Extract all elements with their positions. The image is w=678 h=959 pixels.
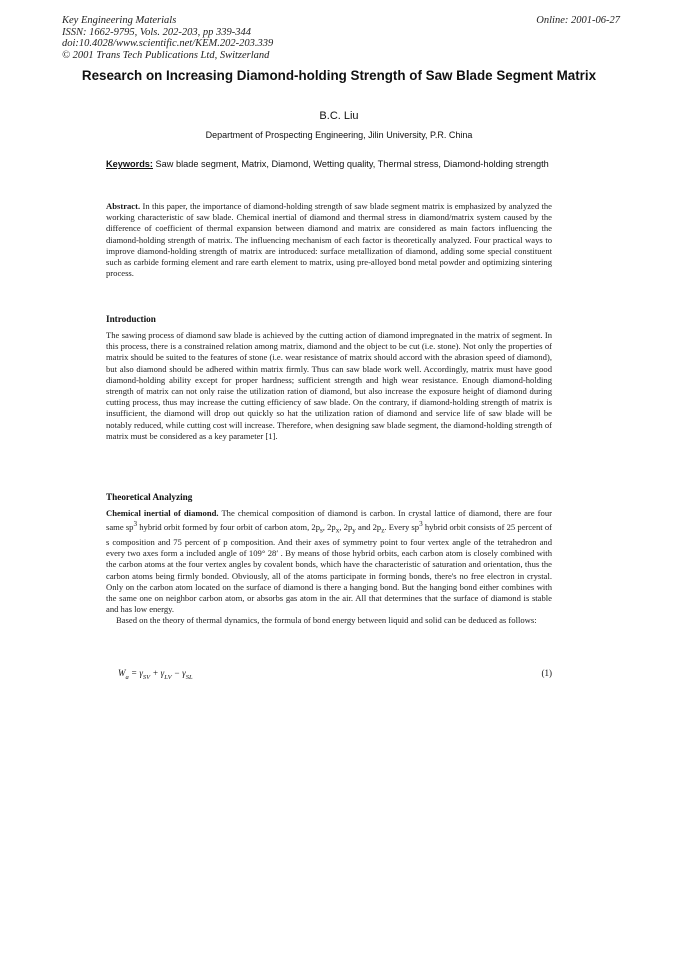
- abstract-text: In this paper, the importance of diamond-holding strength of saw blade segment matrix is emphasized by analyzed the working characteristic of saw blade. Chemical inertial of diamond and thermal stress in diamond/matrix system caused by the difference of coefficient of thermal expansion between diamond and matrix are considered as main factors influencing the diamond-holding strength of matrix. The influencing mechanism of each factor is theoretically analyzed. Four practical ways to improve diamond-holding strength of matrix are introduced: surface metallization of diamond, adding some special constituent such as carbide forming element and rare earth element to matrix, using pre-alloyed bond metal powder and optimizing sintering process.: [106, 201, 552, 279]
- author-name: B.C. Liu: [319, 110, 359, 122]
- copyright-line: © 2001 Trans Tech Publications Ltd, Switzerland: [62, 49, 270, 61]
- journal-name: Key Engineering Materials: [62, 15, 177, 26]
- abstract-section: [106, 201, 552, 279]
- affiliation: Department of Prospecting Engineering, Jilin University, P.R. China: [205, 130, 473, 140]
- journal-header: [62, 15, 273, 61]
- theory-sub-label: Chemical inertial of diamond.: [106, 508, 219, 518]
- equation-formula: $W_a = \gamma_{SV} + \gamma_{LV} - \gamma_{SL}$: [118, 668, 193, 681]
- equation-number: (1): [541, 668, 552, 678]
- introduction-heading: Introduction: [106, 314, 156, 324]
- paper-title: Research on Increasing Diamond-holding Strength of Saw Blade Segment Matrix: [81, 68, 597, 83]
- issn-line: ISSN: 1662-9795, Vols. 202-203, pp 339-344: [62, 26, 251, 38]
- equation-1: [106, 668, 552, 684]
- theory-section: [106, 508, 552, 627]
- theory-paragraph-2: Based on the theory of thermal dynamics, the formula of bond energy between liquid and solid can be deduced as follows:: [116, 615, 537, 626]
- online-date: Online: 2001-06-27: [536, 15, 620, 26]
- introduction-section: [106, 330, 552, 442]
- keywords-section: [106, 158, 550, 170]
- abstract-label: Abstract.: [106, 201, 141, 211]
- keywords-text: Saw blade segment, Matrix, Diamond, Wetting quality, Thermal stress, Diamond-holding strength: [155, 159, 549, 169]
- theory-heading: Theoretical Analyzing: [106, 492, 193, 502]
- introduction-text: The sawing process of diamond saw blade is achieved by the cutting action of diamond impregnated in the matrix of segment. In this process, there is a constrained relation among matrix, diamond and the object to be cut (i.e. stone). Not only the properties of matrix should be suited to the features of stone (i.e. wear resistance of matrix should accord with the abrasion speed of diamond), but also diamond should be adhered within matrix firmly. Thus can saw blade work well. Accordingly, matrix must have good diamond-holding ability except for proper hardness; sufficient strength and high wear resistance. Enough diamond-holding strength of matrix can not only raise the utilization ration of diamond, but also increase the exposure height of diamond during cutting process, thus may increase the cutting efficiency of saw blade. On the contrary, if diamond-holding strength of matrix is insufficient, the diamond will drop out quickly so hat the utilization ration of diamond and service life of saw blade will be notably reduced, while cutting cost will increase. Therefore, when designing saw blade segment, the diamond-holding strength of matrix must be considered as a key parameter [1].: [106, 330, 552, 441]
- theory-paragraph-1: Chemical inertial of diamond. The chemical composition of diamond is carbon. In crystal lattice of diamond, there are four same $sp^3$ hybrid orbit formed by four orbit of carbon atom, $2p_s$, $2p_x$, $2p_y$ and $2p_z$. Every $sp^3$ hybrid orbit consists of 25 percent of s composition and 75 percent of p composition. And their axes of symmetry point to four vertex angle of the tetrahedron and every two axes form a included angle of 109° 28′ . By means of those hybrid orbits, each carbon atom is closely combined with the carbon atoms at the four vertex angles by covalent bonds, which have the characteristic of saturation and orientation, thus the carbon atoms being firmly bonded. Obviously, all of the atoms participate in forming bonds, there's no free electron in crystal. Only on the carbon atom located on the surface of diamond is there a hanging bond. But the hanging bond either combines with the same one on neighbor carbon atom, or absorbs gas atom in the air. All that determines that the surface of diamond is stable and has low energy.: [106, 508, 553, 615]
- doi-line[interactable]: doi:10.4028/www.scientific.net/KEM.202-203.339: [62, 38, 274, 50]
- keywords-label: Keywords:: [106, 159, 153, 169]
